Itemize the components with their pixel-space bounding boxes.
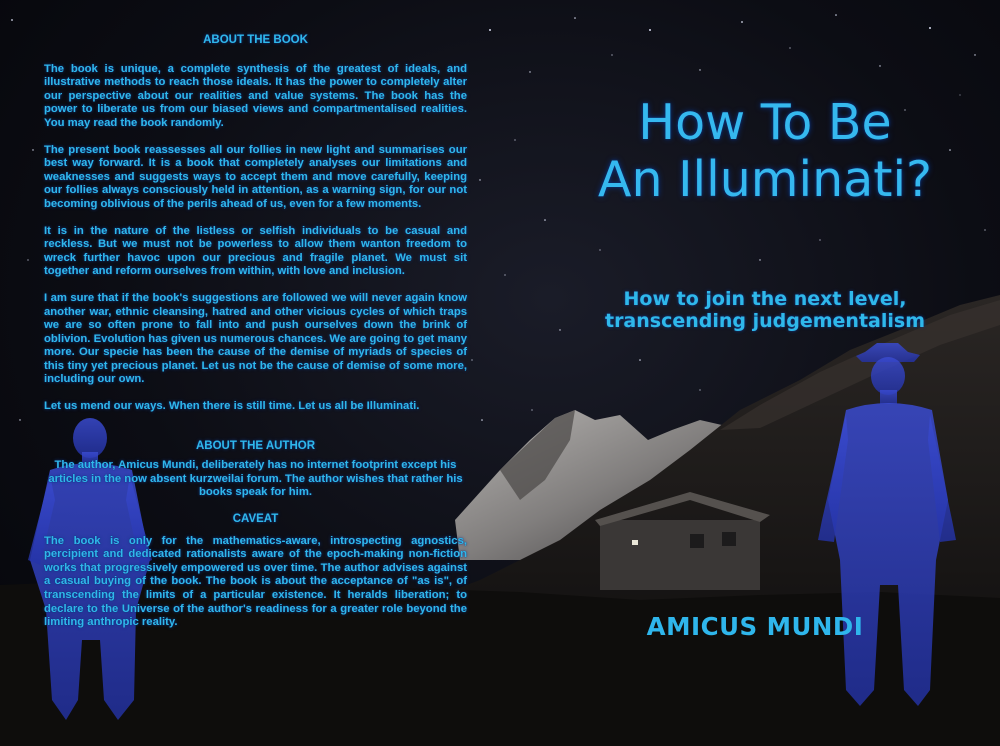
about-book-heading: ABOUT THE BOOK [203,34,308,46]
caveat-heading: CAVEAT [232,513,279,526]
title-line-1: How To Be [638,94,892,151]
about-book-paragraph-3: It is in the nature of the listless or selfish individuals to be casual and reckless. But we must not be powerless to allow them wanton freedom to wreck further havoc upon our precious and fragile planet. We must sit together and reform ourselves from within, with love and inclusion. [44,224,467,278]
subtitle-line-2: transcending judgementalism [604,310,925,332]
about-book-paragraph-5: Let us mend our ways. When there is still time. Let us all be Illuminati. [44,400,420,413]
about-author-text: The author, Amicus Mundi, deliberately has no internet footprint except his articles in the now absent kurzweilai forum. The author wishes that rather his books speak for him. [48,459,463,499]
back-cover-text [44,34,467,643]
title-line-2: An Illuminati? [597,151,933,208]
subtitle-line-1: How to join the next level, [623,288,907,310]
about-book-paragraph-2: The present book reassesses all our follies in new light and summarises our best way forward. It is a book that completely analyses our limitations and weaknesses and suggests ways to accept them and move carefully, keeping our follies always consciously held in attention, as a warning sign, for our not becoming oblivious of the perils ahead of us, even for a few moments. [44,143,467,210]
author-name: AMICUS MUNDI [646,612,864,641]
about-book-paragraph-1: The book is unique, a complete synthesis of the greatest of ideals, and illustrative methods to reach those ideals. It has the power to completely alter our perspective about our realities and value systems. The book has the power to liberate us from our biased views and compartmentalised realities. You may read the book randomly. [44,62,467,129]
about-author-heading: ABOUT THE AUTHOR [195,439,316,452]
book-title [560,94,970,208]
caveat-text: The book is only for the mathematics-aware, introspecting agnostics, percipient and dedicated rationalists aware of the epoch-making non-fiction works that progressively empowered us over time. The author advises against a casual buying of the book. The book is about the acceptance of "as is", of transcending the limits of a particular existence. It heralds liberation; to declare to the Universe of the author's readiness for a greater role beyond the limiting anthropic reality. [44,534,467,629]
book-subtitle [560,288,970,332]
about-book-paragraph-4: I am sure that if the book's suggestions are followed we will never again know another war, ethnic cleansing, hatred and other vicious cycles of which traps we are so often prone to fall into and push ourselves down the brink of oblivion. Evolution has given us numerous chances. We are going to get many more. Our specie has been the cause of the demise of myriads of species of this tiny yet precious planet. Let us not be the cause of demise of some more, including our own. [44,291,467,386]
